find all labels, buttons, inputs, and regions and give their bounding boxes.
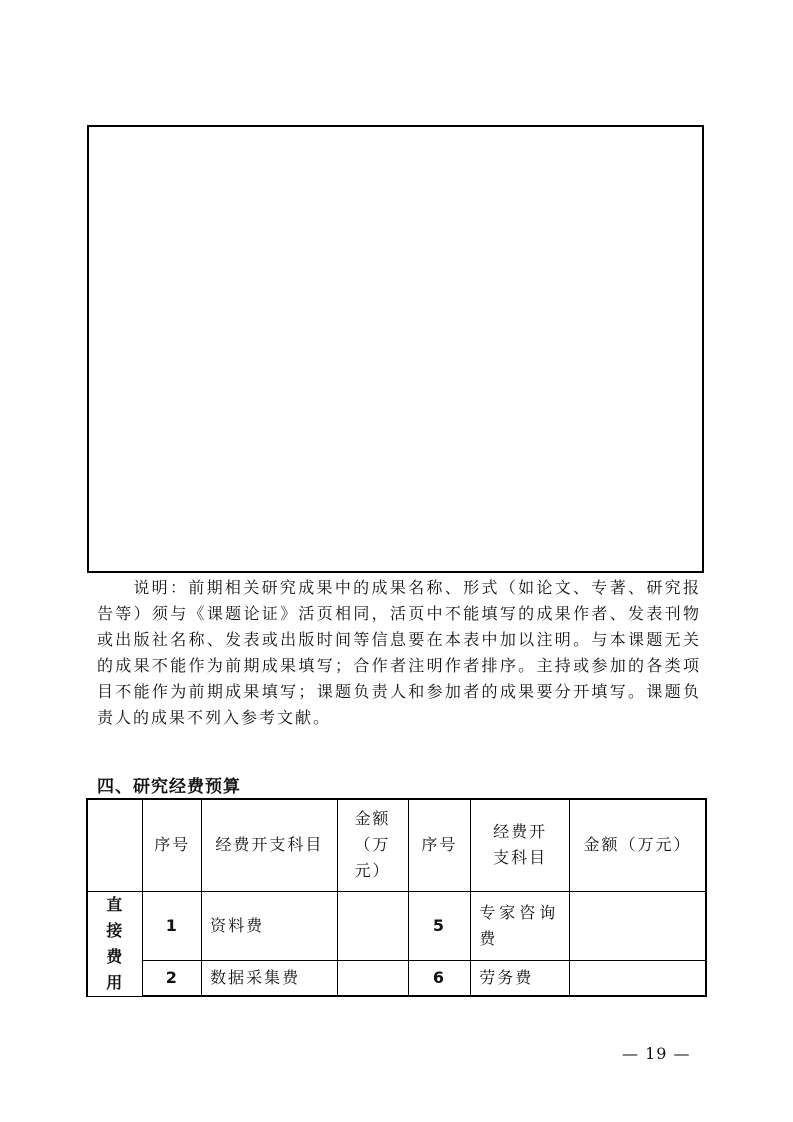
row-2-seq-2: 6	[408, 961, 471, 996]
instruction-note-text: 说明：前期相关研究成果中的成果名称、形式（如论文、专著、研究报告等）须与《课题论证》活页相同，活页中不能填写的成果作者、发表刊物或出版社名称、发表或出版时间等信息要在本表中加以注明。与本课题无关的成果不能作为前期成果填写；合作者注明作者排序。主持或参加的各类项目不能作为前期成果填写；课题负责人和参加者的成果要分开填写。课题负责人的成果不列入参考文献。	[97, 578, 701, 727]
header-amount-1: 金额（万元）	[337, 799, 408, 891]
header-amount-2: 金额（万元）	[570, 799, 706, 891]
header-blank-cell	[87, 799, 143, 891]
row-1-amount-2	[570, 891, 706, 961]
header-item-2: 经费开支科目	[471, 799, 570, 891]
table-row	[87, 961, 706, 996]
row-2-item-1: 数据采集费	[202, 961, 337, 996]
category-cell: 直接费用	[87, 891, 143, 996]
previous-results-box	[87, 125, 704, 573]
budget-table	[86, 798, 707, 997]
header-seq-2: 序号	[408, 799, 471, 891]
row-2-amount-2	[570, 961, 706, 996]
instruction-note	[97, 575, 701, 731]
table-header-row	[87, 799, 706, 891]
row-1-seq-2: 5	[408, 891, 471, 961]
section-title: 四、研究经费预算	[97, 777, 241, 797]
header-seq-1: 序号	[143, 799, 202, 891]
row-2-seq-1: 2	[143, 961, 202, 996]
row-1-amount-1	[337, 891, 408, 961]
table-row	[87, 891, 706, 961]
row-2-item-2: 劳务费	[471, 961, 570, 996]
row-1-seq-1: 1	[143, 891, 202, 961]
header-item-1: 经费开支科目	[202, 799, 337, 891]
row-1-item-1: 资料费	[202, 891, 337, 961]
row-1-item-2: 专家咨询费	[471, 891, 570, 961]
row-2-amount-1	[337, 961, 408, 996]
page-number: — 19 —	[622, 1044, 691, 1063]
